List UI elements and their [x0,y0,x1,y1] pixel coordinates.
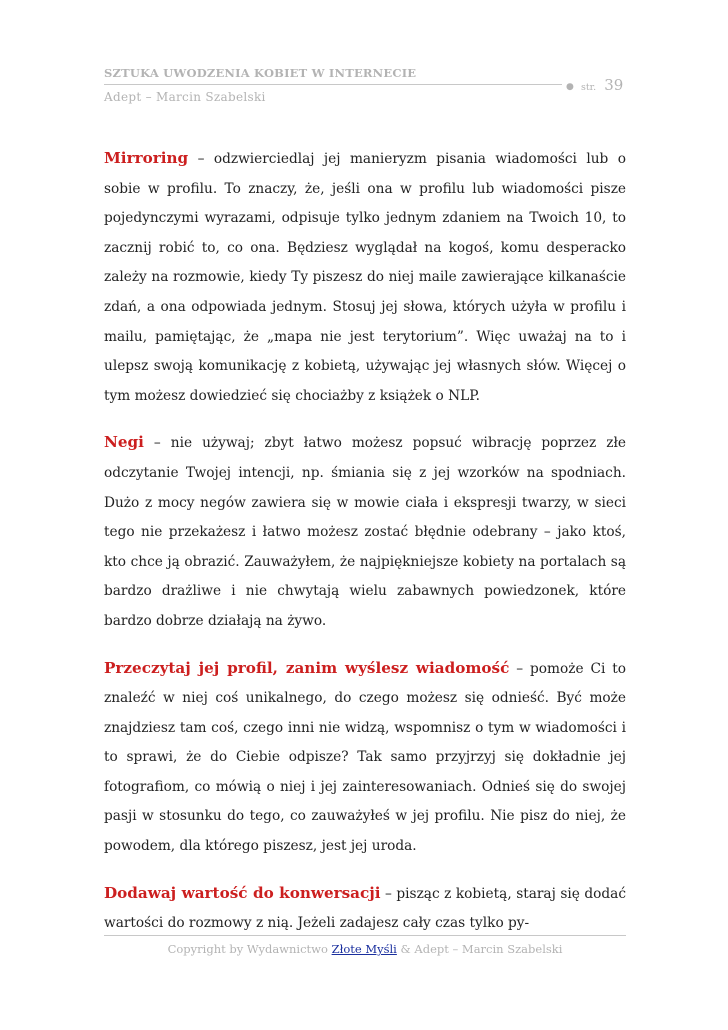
footer-divider [104,935,626,936]
footer-copyright-prefix: Copyright by Wydawnictwo [167,942,332,956]
page-indicator [566,75,623,94]
bullet-icon: ● [566,82,574,92]
page-label: str. [580,82,597,93]
paragraph-heading: Negi [104,433,144,452]
paragraph-mirroring [104,144,626,411]
paragraph-heading: Mirroring [104,149,189,167]
paragraph-heading: Przeczytaj jej profil, zanim wyślesz wiadomość [104,658,510,677]
page-number: 39 [604,76,624,94]
page-footer [104,942,626,956]
page-body [104,144,626,956]
paragraph-text: – odzwierciedlaj jej manieryzm pisania wiadomości lub o sobie w profilu. To znaczy, że, jeśli ona w profilu lub wiadomości pisze pojedynczymi wyrazami, odpisuje tylko jednym zdaniem na Twoich 10, to zacznij robić to, co ona. Będziesz wyglądał na kogoś, komu desperacko zależy na rozmowie, kiedy Ty piszesz do niej maile zawierające kilkanaście zdań, a ona odpowiada jednym. Stosuj jej słowa, których użyła w profilu i mailu, pamiętając, że „mapa nie jest terytorium”. Więc uważaj na to i ulepsz swoją komunikację z kobietą, używając jej własnych słów. Więcej o tym możesz dowiedzieć się chociażby z książek o NLP. [104,151,626,404]
paragraph-heading: Dodawaj wartość do konwersacji [104,883,381,902]
footer-copyright-suffix: & Adept – Marcin Szabelski [396,942,563,956]
paragraph-text: – nie używaj; zbyt łatwo możesz popsuć wibrację poprzez złe odczytanie Twojej intencji, np. śmiania się z jej wzorków na spodniach. Dużo z mocy negów zawiera się w mowie ciała i ekspresji twarzy, w sieci tego nie przekażesz i łatwo możesz zostać błędnie odebrany – jako ktoś, kto chce ją obrazić. Zauważyłem, że najpiękniejsze kobiety na portalach są bardzo drażliwe i nie chwytają wielu zabawnych powiedzonek, które bardzo dobrze działają na żywo. [104,435,626,629]
paragraph-profile [104,654,626,862]
paragraph-negi [104,428,626,636]
book-title: SZTUKA UWODZENIA KOBIET W INTERNECIE [104,66,417,80]
book-author: Adept – Marcin Szabelski [104,90,266,104]
paragraph-value [104,879,626,939]
paragraph-text: – pomoże Ci to znaleźć w niej coś unikalnego, do czego możesz się odnieść. Być może znajdziesz tam coś, czego inni nie widzą, wspomnisz o tym w wiadomości i to sprawi, że do Ciebie odpisze? Tak samo przyjrzyj się dokładnie jej fotografiom, co mówią o niej i jej zainteresowaniach. Odnieś się do swojej pasji w stosunku do tego, co zauważyłeś w jej profilu. Nie pisz do niej, że powodem, dla którego piszesz, jest jej uroda. [104,660,626,855]
header-divider [104,84,562,85]
paragraph-text: – pisząc z kobietą, staraj się dodać wartości do rozmowy z nią. Jeżeli zadajesz cały czas tylko py- [104,885,626,932]
publisher-link[interactable]: Złote Myśli [331,942,397,956]
